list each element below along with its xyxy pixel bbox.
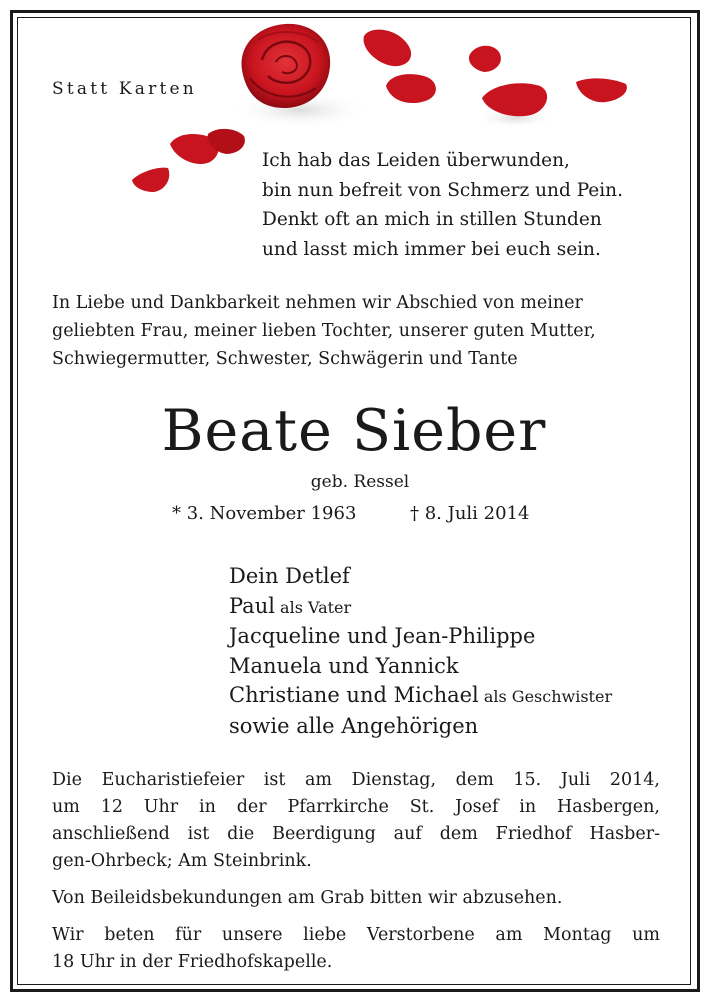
poem-line: bin nun befreit von Schmerz und Pein. <box>262 179 623 201</box>
family-relation: als Vater <box>274 597 352 617</box>
info-line: gen-Ohrbeck; Am Steinbrink. <box>52 851 312 871</box>
family-list <box>229 562 612 741</box>
poem-line: und lasst mich immer bei euch sein. <box>262 238 601 260</box>
info-line: anschließend ist die Beerdigung auf dem Friedhof Hasber- <box>52 824 660 844</box>
family-line: Dein Detlef <box>229 564 350 588</box>
family-name: Paul <box>229 593 275 618</box>
birth-date: * 3. November 1963 <box>172 503 357 524</box>
intro-line: In Liebe und Dankbarkeit nehmen wir Abschied von meiner <box>52 293 583 313</box>
death-date: † 8. Juli 2014 <box>410 503 530 524</box>
info-line: um 12 Uhr in der Pfarrkirche St. Josef in Hasbergen, <box>52 797 660 817</box>
poem-line: Ich hab das Leiden überwunden, <box>262 150 570 171</box>
family-line: Jacqueline und Jean-Philippe <box>229 624 536 648</box>
deceased-name: Beate Sieber <box>161 398 547 464</box>
family-line: Manuela und Yannick <box>229 653 459 678</box>
statt-karten-label: Statt Karten <box>52 79 197 99</box>
info-line: 18 Uhr in der Friedhofskapelle. <box>52 952 333 972</box>
family-name: Christiane und Michael <box>229 683 479 707</box>
life-dates <box>172 503 530 524</box>
family-line: sowie alle Angehörigen <box>229 713 479 738</box>
poem-line: Denkt oft an mich in stillen Stunden <box>262 209 602 230</box>
condolence-note: Von Beileidsbekundungen am Grab bitten wir abzusehen. <box>52 888 563 908</box>
intro-line: geliebten Frau, meiner lieben Tochter, unserer guten Mutter, <box>52 321 596 341</box>
family-relation: als Geschwister <box>478 687 613 706</box>
info-line: Die Eucharistiefeier ist am Dienstag, dem 15. Juli 2014, <box>52 770 660 790</box>
intro-text <box>52 289 662 373</box>
info-line: Wir beten für unsere liebe Verstorbene am Montag um <box>52 925 660 945</box>
intro-line: Schwiegermutter, Schwester, Schwägerin und Tante <box>52 349 518 369</box>
family-line <box>229 592 612 623</box>
poem <box>262 146 623 264</box>
maiden-name: geb. Ressel <box>310 472 410 492</box>
service-info <box>52 767 660 976</box>
family-line <box>229 681 612 712</box>
